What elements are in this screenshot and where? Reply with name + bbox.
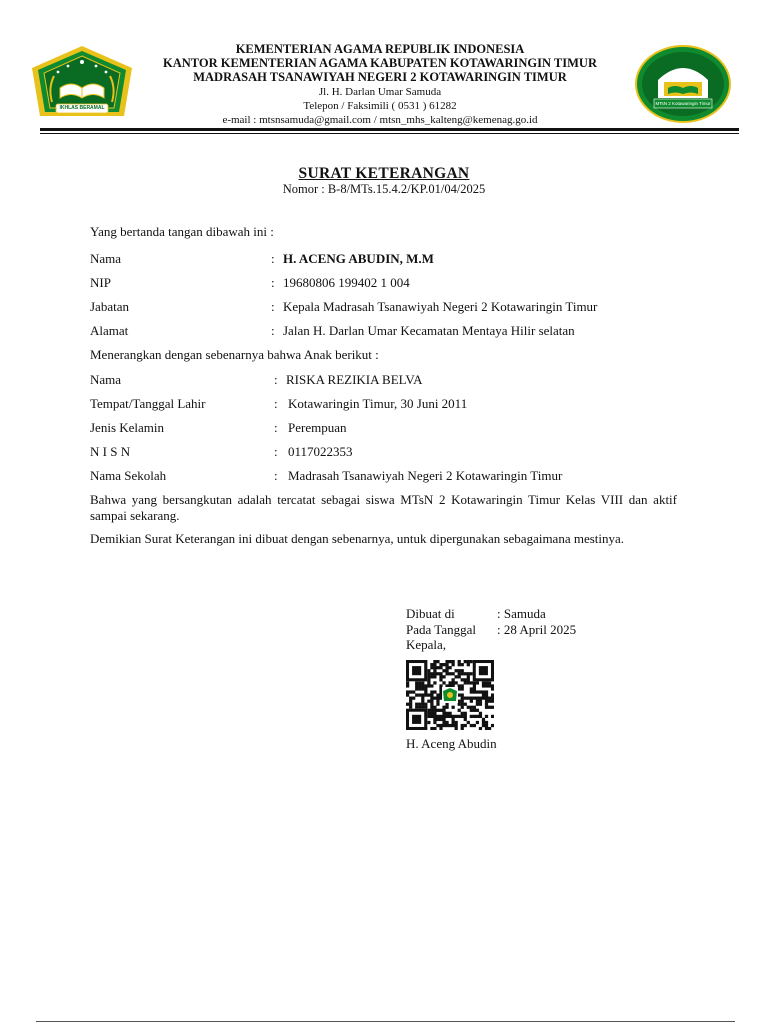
- date-label: Pada Tanggal: [406, 622, 476, 637]
- signer-role: Kepala,: [406, 637, 447, 652]
- colon: :: [274, 444, 278, 459]
- student-birth-label: Tempat/Tanggal Lahir: [90, 396, 206, 411]
- colon: :: [271, 299, 275, 314]
- right-logo-text: MTsN 2 Kotawaringin Timur: [655, 101, 711, 106]
- signer-nip-value: 19680806 199402 1 004: [283, 275, 410, 290]
- header-rule-thin: [40, 133, 739, 134]
- footer-rule: [36, 1021, 735, 1022]
- student-school-label: Nama Sekolah: [90, 468, 167, 483]
- student-name-value: RISKA REZIKIA BELVA: [286, 372, 423, 387]
- colon: :: [271, 323, 275, 338]
- place-value: : Samuda: [497, 606, 546, 621]
- signer-position-label: Jabatan: [90, 299, 129, 314]
- signer-address-label: Alamat: [90, 323, 129, 338]
- status-paragraph: Bahwa yang bersangkutan adalah tercatat sebagai siswa MTsN 2 Kotawaringin Timur Kelas VIII dan aktif sampai sekarang.: [90, 492, 677, 523]
- header-office: KANTOR KEMENTERIAN AGAMA KABUPATEN KOTAWARINGIN TIMUR: [163, 56, 597, 70]
- intro-text: Yang bertanda tangan dibawah ini :: [90, 224, 274, 239]
- signer-name-label: Nama: [90, 251, 122, 266]
- signer-nip-label: NIP: [90, 275, 111, 290]
- header-ministry: KEMENTERIAN AGAMA REPUBLIK INDONESIA: [235, 42, 525, 56]
- letter-title: SURAT KETERANGAN: [298, 165, 470, 182]
- student-gender-value: Perempuan: [288, 420, 347, 435]
- header-address: Jl. H. Darlan Umar Samuda: [318, 86, 442, 98]
- student-intro-text: Menerangkan dengan sebenarnya bahwa Anak berikut :: [90, 347, 379, 362]
- header-email: e-mail : mtsnsamuda@gmail.com / mtsn_mhs_kalteng@kemenag.go.id: [222, 114, 538, 126]
- student-birth-value: Kotawaringin Timur, 30 Juni 2011: [288, 396, 468, 411]
- colon: :: [274, 468, 278, 483]
- colon: :: [274, 372, 278, 387]
- student-nisn-value: 0117022353: [288, 444, 353, 459]
- left-logo-motto: IKHLAS BERAMAL: [59, 105, 105, 111]
- letter-number: Nomor : B-8/MTs.15.4.2/KP.01/04/2025: [282, 182, 486, 196]
- qr-code-signature: [406, 660, 494, 730]
- colon: :: [274, 396, 278, 411]
- header-phone: Telepon / Faksimili ( 0531 ) 61282: [303, 100, 457, 112]
- kemenag-logo: [28, 44, 136, 120]
- signer-name-value: H. ACENG ABUDIN, M.M: [283, 251, 434, 266]
- colon: :: [271, 275, 275, 290]
- header-school: MADRASAH TSANAWIYAH NEGERI 2 KOTAWARINGIN TIMUR: [193, 70, 567, 84]
- colon: :: [271, 251, 275, 266]
- date-value: : 28 April 2025: [497, 622, 577, 637]
- place-label: Dibuat di: [406, 606, 455, 621]
- closing-paragraph: Demikian Surat Keterangan ini dibuat dengan sebenarnya, untuk dipergunakan sebagaimana mestinya.: [90, 531, 625, 546]
- signer-address-value: Jalan H. Darlan Umar Kecamatan Mentaya Hilir selatan: [283, 323, 575, 338]
- mtsn-logo: [634, 44, 732, 124]
- student-school-value: Madrasah Tsanawiyah Negeri 2 Kotawaringin Timur: [288, 468, 563, 483]
- signer-position-value: Kepala Madrasah Tsanawiyah Negeri 2 Kotawaringin Timur: [283, 299, 598, 314]
- student-gender-label: Jenis Kelamin: [90, 420, 165, 435]
- signer-printed-name: H. Aceng Abudin: [406, 736, 497, 751]
- student-name-label: Nama: [90, 372, 122, 387]
- student-nisn-label: N I S N: [90, 444, 131, 459]
- header-rule-thick: [40, 128, 739, 131]
- colon: :: [274, 420, 278, 435]
